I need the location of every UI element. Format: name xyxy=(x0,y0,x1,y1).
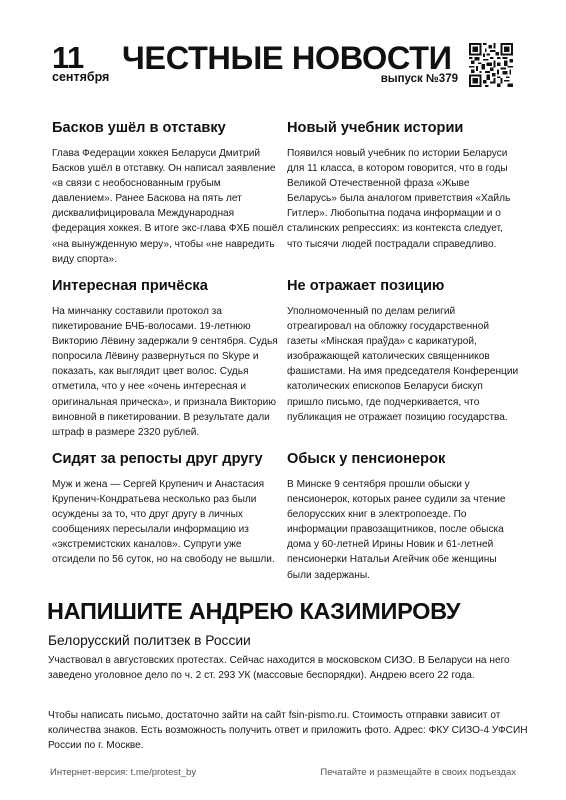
appeal-instructions: Чтобы написать письмо, достаточно зайти на сайт fsin-pismo.ru. Стоимость отправки зависит от количества знаков. Есть возможность получить ответ и приложить фото. Адрес: ФКУ СИЗО-4 УФСИН России по г. Москве. xyxy=(48,710,528,752)
article-title: Сидят за репосты друг другу xyxy=(52,451,263,467)
article-text: В Минске 9 сентября прошли обыски у пенсионерок, которых ранее судили за чтение белорусских книг в электропоезде. По информации правозащитников, после обыска дома у 60-летней Ирины Новик и 61-летней пенсионерки Натальи Агейчик обе женщины были задержаны. xyxy=(287,479,506,581)
article-text: Глава Федерации хоккея Беларуси Дмитрий Басков ушёл в отставку. Он написал заявление «в связи с необоснованным грубым давлением». Ранее Баскова на пять лет дисквалифицировала Международная федерация хоккея. В итоге экс-глава ФХБ пошёл «на вынужденную меру», чтобы «не навредить виду спорта». xyxy=(52,148,284,265)
footer-online-link[interactable]: Интернет-версия: t.me/protest_by xyxy=(50,767,197,778)
article-text: Муж и жена — Сергей Крупенич и Анастасия Крупенич-Кондратьева несколько раз были осуждены за то, что друг другу в личных сообщениях пересылали информацию из «экстремистских каналов». Супруги уже отсидели по 56 суток, но на свободу не вышли. xyxy=(52,479,275,566)
article-title: Интересная причёска xyxy=(52,278,208,294)
article-textbook xyxy=(287,120,519,252)
article-title: Не отражает позицию xyxy=(287,278,445,294)
article-position xyxy=(287,278,519,425)
article-text: На минчанку составили протокол за пикетирование БЧБ-волосами. 19-летнюю Викторию Лёвину задержали 9 сентября. Судья попросила Лёвину развернуться по Skype и показать, как выглядит цвет волос. Судья отметила, что у нее «очень интересная и оригинальная прическа», и признала Викторию виновной в пикетировании. В результате дали штраф в размере 2320 рублей. xyxy=(52,306,278,438)
appeal-title: НАПИШИТЕ АНДРЕЮ КАЗИМИРОВУ xyxy=(47,598,461,624)
footer-call-to-print: Печатайте и размещайте в своих подъездах xyxy=(320,767,516,778)
article-title: Басков ушёл в отставку xyxy=(52,120,226,136)
article-text: Уполномоченный по делам религий отреагировал на обложку государственной газеты «Мінская праўда» с карикатурой, изображающей католических священников фашистами. На имя председателя Конференции католических епископов Беларуси бискуп пришло письмо, где подчеркивается, что публикация не отражает позицию государства. xyxy=(287,306,519,423)
issue-number: выпуск №379 xyxy=(380,73,458,85)
article-reposts xyxy=(52,451,284,568)
article-hairstyle xyxy=(52,278,284,440)
article-text: Появился новый учебник по истории Беларуси для 11 класса, в котором говорится, что в годы Великой Отечественной фраза «Жыве Беларусь» была аналогом приветствия «Хайль Гитлер». Любопытна подача информации и о сталинских репрессиях: из контекста следует, что тысячи людей пострадали справедливо. xyxy=(287,148,511,250)
appeal-paragraph: Участвовал в августовских протестах. Сейчас находится в московском СИЗО. В Беларуси на него заведено уголовное дело по ч. 2 ст. 293 УК (массовые беспорядки). Андрею всего 22 года. xyxy=(48,655,510,682)
article-title: Обыск у пенсионерок xyxy=(287,451,446,467)
qr-code-icon[interactable] xyxy=(469,43,513,87)
article-search xyxy=(287,451,519,583)
article-basko xyxy=(52,120,284,267)
issue-month: сентября xyxy=(52,70,110,84)
newsletter-title: ЧЕСТНЫЕ НОВОСТИ xyxy=(122,40,452,76)
article-title: Новый учебник истории xyxy=(287,120,464,136)
issue-day: 11 xyxy=(52,40,84,75)
appeal-subtitle: Белорусский политзек в России xyxy=(48,633,251,648)
